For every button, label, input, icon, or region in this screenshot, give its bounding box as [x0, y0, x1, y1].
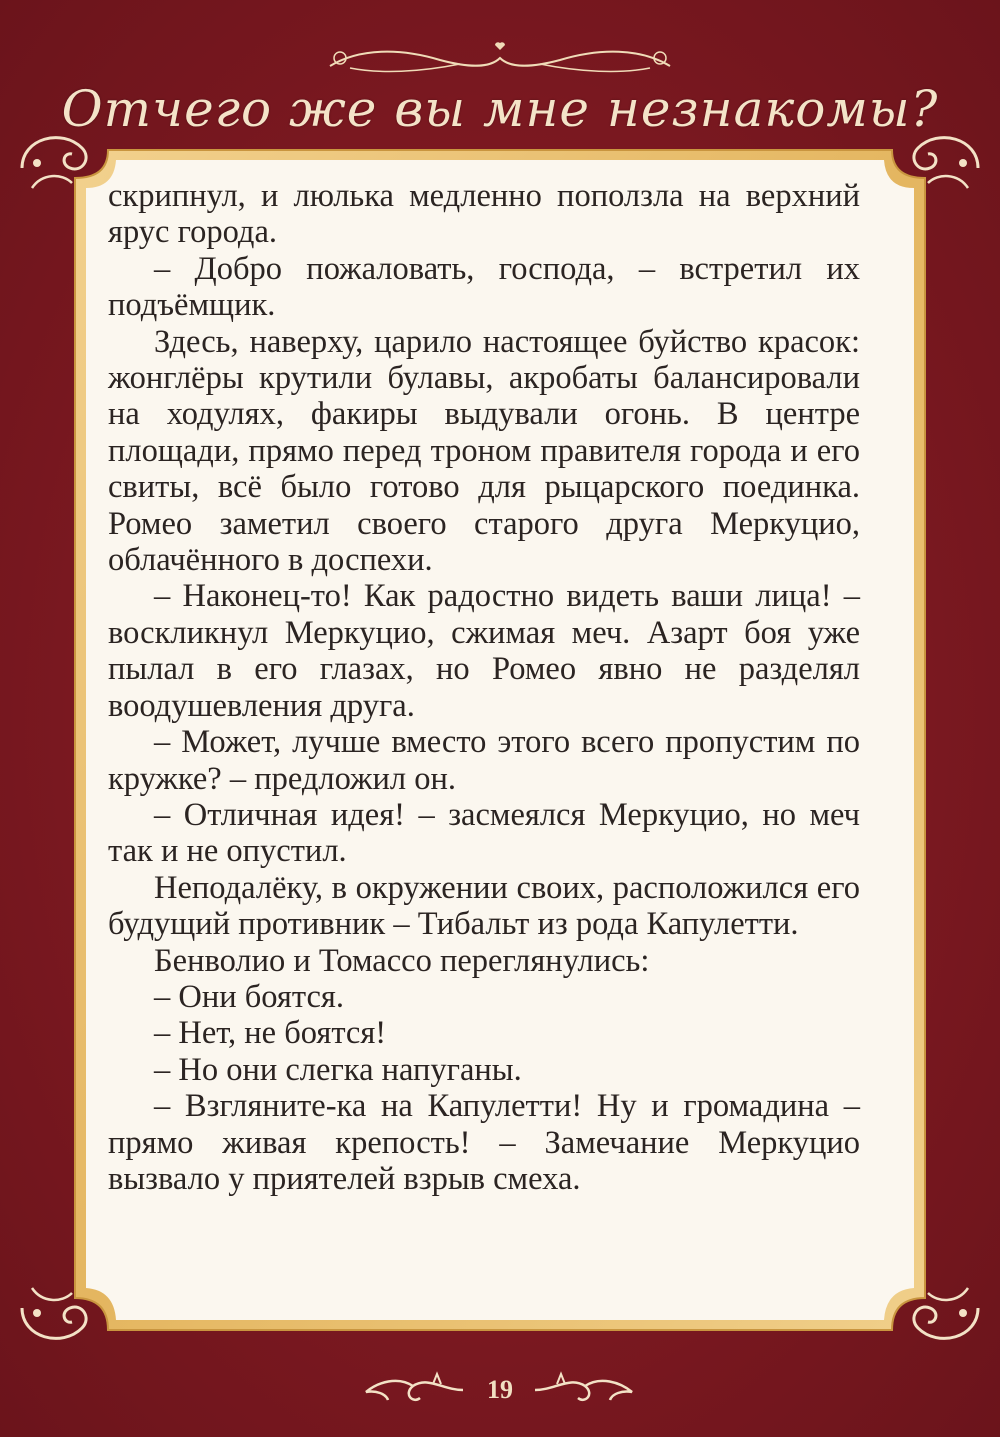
page-number: 19 [487, 1375, 513, 1404]
paragraph: – Взгляните-ка на Капулетти! Ну и громадина – прямо живая крепость! – Замечание Меркуцио вызвало у приятелей взрыв смеха. [108, 1088, 860, 1197]
paragraph: Бенволио и Томассо переглянулись: [154, 942, 650, 979]
paragraph: Здесь, наверху, царило настоящее буйство красок: жонглёры крутили булавы, акробаты балансировали на ходулях, факиры выдували огонь. В центре площади, прямо перед троном правителя города и его свиты, всё было готово для рыцарского поединка. Ромео заметил своего старого друга Меркуцио, облачённого в доспехи. [108, 323, 860, 579]
paragraph: – Нет, не боятся! [154, 1015, 387, 1052]
paragraph: скрипнул, и люлька медленно поползла на верхний ярус города. [108, 178, 860, 251]
paragraph: – Может, лучше вместо этого всего пропустим по кружке? – предложил он. [108, 724, 860, 797]
corner-ornament-icon [12, 1268, 102, 1358]
paragraph: – Добро пожаловать, господа, – встретил их подъёмщик. [108, 250, 860, 324]
running-header-title: Отчего же вы мне незнакомы? [61, 80, 939, 138]
corner-ornament-icon [898, 118, 988, 208]
body-text [108, 178, 860, 1328]
paragraph: – Наконец-то! Как радостно видеть ваши лица! – воскликнул Меркуцио, сжимая меч. Азарт боя уже пылал в его глазах, но Ромео явно не разделял воодушевления друга. [108, 578, 860, 724]
paragraph: – Отличная идея! – засмеялся Меркуцио, но меч так и не опустил. [108, 796, 860, 870]
corner-ornament-icon [898, 1268, 988, 1358]
corner-ornament-icon [12, 118, 102, 208]
paragraph: Неподалёку, в окружении своих, расположился его будущий противник – Тибальт из рода Капулетти. [108, 869, 860, 943]
paragraph: – Они боятся. [154, 978, 344, 1015]
paragraph: – Но они слегка напуганы. [154, 1051, 522, 1088]
footer-flourish-right-icon [530, 1368, 640, 1410]
